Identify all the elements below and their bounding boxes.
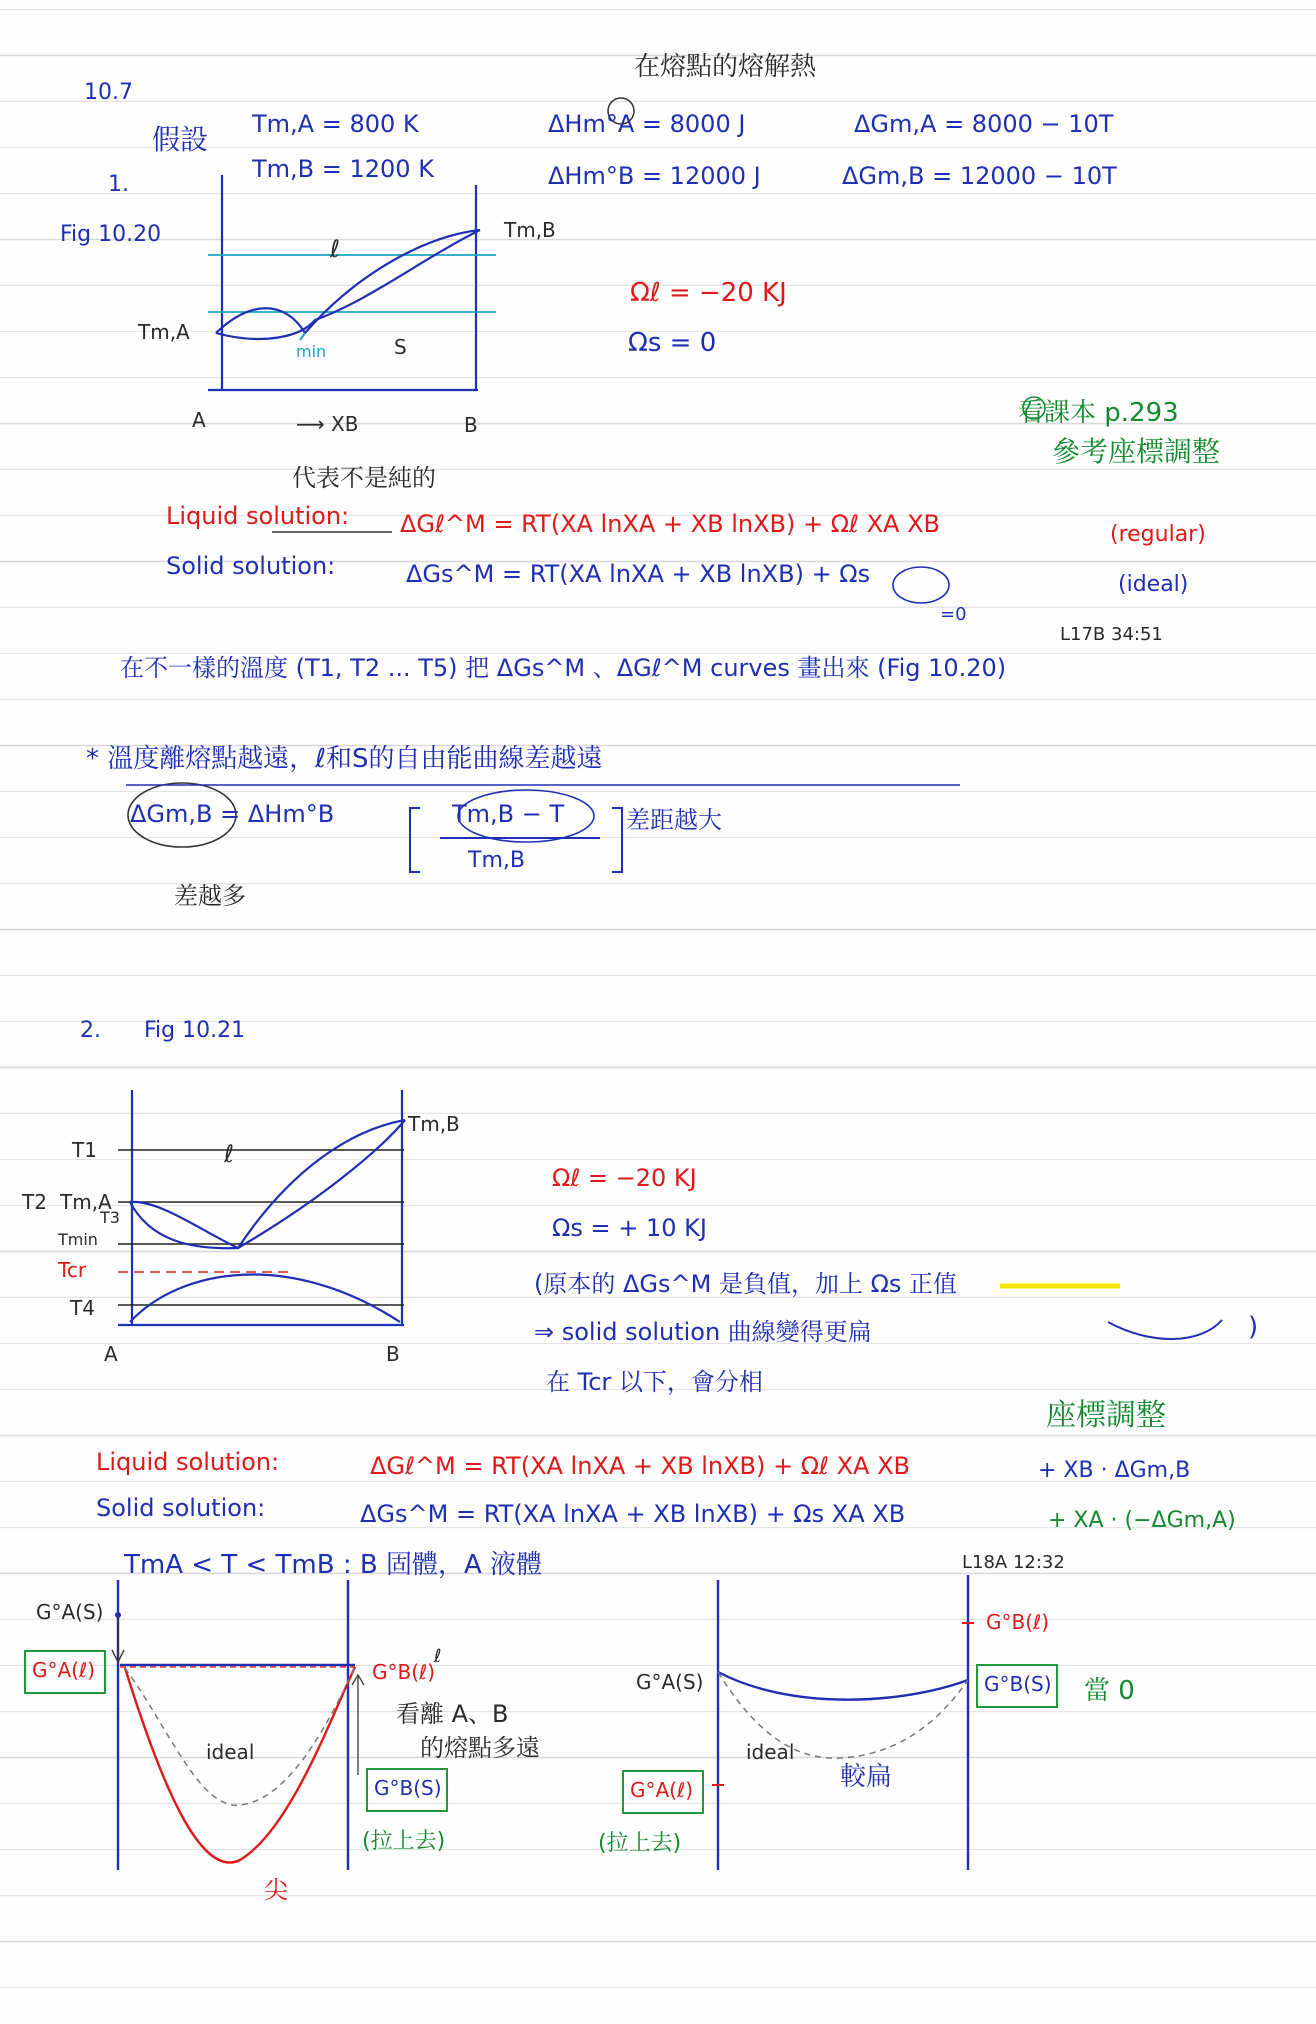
left-gal-box (24, 1650, 106, 1694)
tmb-value: Tm,B = 1200 K (252, 155, 434, 183)
part2-coord: 座標調整 (1046, 1398, 1166, 1433)
diag2-tcr: Tcr (58, 1258, 87, 1282)
textbook-note: 看課本 p.293 (1018, 398, 1179, 428)
p2-solid-label: Solid solution: (96, 1494, 266, 1522)
part2-split: 在 Tcr 以下，會分相 (546, 1368, 763, 1396)
diag2-t3: T3 (100, 1208, 120, 1227)
p1-frac-den: Tm,B (468, 848, 525, 873)
diag1-tma: Tm,A (138, 320, 190, 344)
p2-range: TmA < T < TmB : B 固體，A 液體 (124, 1550, 542, 1580)
part1-omega-s: Ωs = 0 (628, 328, 717, 358)
p1-line1: 在不一樣的溫度 (T1, T2 ... T5) 把 ΔGs^M 、ΔGℓ^M curves 畫出來 (Fig 10.20) (120, 654, 1007, 682)
p2-liquid-eq: ΔGℓ^M = RT(XA lnXA + XB lnXB) + Ωℓ XA XB (370, 1452, 910, 1480)
textbook-note-2: 參考座標調整 (1052, 435, 1221, 468)
right-gas: G°A(S) (636, 1670, 704, 1694)
p1-eq0: =0 (940, 604, 967, 625)
right-gbl: G°B(ℓ) (986, 1610, 1050, 1634)
diag2-b: B (386, 1342, 400, 1366)
part2-omega-s: Ωs = + 10 KJ (552, 1214, 707, 1242)
part2-close-paren: ) (1248, 1312, 1259, 1342)
diag2-t2: T2 (22, 1190, 47, 1214)
part1-number: 1. (108, 172, 129, 197)
right-gal-box (622, 1770, 704, 1814)
dhma-value: ΔHm°A = 8000 J (548, 110, 746, 138)
diag2-tma: Tm,A (60, 1190, 112, 1214)
diag2-tmb: Tm,B (408, 1112, 460, 1136)
dgma-value: ΔGm,A = 8000 − 10T (854, 110, 1114, 138)
part1-omega-l: Ωℓ = −20 KJ (630, 278, 787, 308)
diag2-l: ℓ (224, 1140, 234, 1168)
left-sharp: 尖 (264, 1876, 288, 1904)
part2-fig: Fig 10.21 (144, 1018, 246, 1043)
left-pull: (拉上去) (362, 1829, 446, 1854)
diag1-a: A (192, 408, 206, 432)
p2-liquid-add: + XB · ΔGm,B (1038, 1458, 1191, 1483)
dgmb-value: ΔGm,B = 12000 − 10T (842, 162, 1117, 190)
p1-diff: 差越多 (174, 882, 246, 910)
p1-line2: * 溫度離熔點越遠，ℓ和S的自由能曲線差越遠 (86, 744, 603, 774)
right-pull: (拉上去) (598, 1831, 682, 1856)
right-flat: 較扁 (840, 1762, 893, 1792)
section-number: 10.7 (84, 80, 133, 105)
heat-title: 在熔點的熔解熱 (634, 52, 817, 82)
p2-solid-add: + XA · (−ΔGm,A) (1048, 1508, 1236, 1533)
diag1-min: min (296, 342, 327, 361)
left-gbs-box (366, 1768, 448, 1812)
right-gbs-box (976, 1664, 1058, 1708)
p1-solid-label: Solid solution: (166, 552, 336, 580)
p1-gap: 差距越大 (626, 806, 722, 834)
right-gal: G°A(ℓ) (630, 1778, 694, 1802)
tma-value: Tm,A = 800 K (252, 110, 419, 138)
part2-flatter: ⇒ solid solution 曲線變得更扁 (534, 1318, 872, 1346)
dhmb-value: ΔHm°B = 12000 J (548, 162, 761, 190)
part2-number: 2. (80, 1018, 101, 1043)
p2-timestamp: L18A 12:32 (962, 1552, 1065, 1573)
right-as0: 當 0 (1084, 1676, 1135, 1706)
right-free-energy-diagram (712, 1575, 974, 1870)
p1-solid-eq: ΔGs^M = RT(XA lnXA + XB lnXB) + Ωs (406, 560, 871, 588)
diag1-s: S (394, 335, 407, 359)
diag1-tmb: Tm,B (504, 218, 556, 242)
fig-10-20-diagram (208, 175, 496, 390)
p1-frac-num: Tm,B − T (452, 800, 565, 828)
diag1-xb: ⟶ XB (296, 412, 359, 436)
left-gal: G°A(ℓ) (32, 1658, 96, 1682)
p1-liquid-label: Liquid solution: (166, 502, 350, 530)
right-gbs: G°B(S) (984, 1672, 1052, 1696)
fig-10-21-diagram (118, 1090, 405, 1325)
diag2-a: A (104, 1342, 118, 1366)
left-gbl: G°B(ℓ) (372, 1660, 436, 1684)
diag1-l: ℓ (330, 235, 340, 263)
p1-regular: (regular) (1110, 522, 1206, 547)
diag2-tmin: Tmin (58, 1230, 98, 1249)
p2-solid-eq: ΔGs^M = RT(XA lnXA + XB lnXB) + Ωs XA XB (360, 1500, 906, 1528)
p2-liquid-label: Liquid solution: (96, 1448, 280, 1476)
right-ideal: ideal (746, 1740, 795, 1764)
left-l: ℓ (434, 1646, 442, 1667)
left-dist1: 看離 A、B (396, 1700, 509, 1728)
left-gas: G°A(S) (36, 1600, 104, 1624)
part2-orig: (原本的 ΔGs^M 是負值，加上 Ωs 正值 (534, 1270, 958, 1298)
p1-ideal: (ideal) (1118, 572, 1189, 597)
diag2-t4: T4 (70, 1296, 95, 1320)
left-gbs: G°B(S) (374, 1776, 442, 1800)
diag1-b: B (464, 413, 478, 437)
left-free-energy-diagram (112, 1580, 364, 1870)
not-pure-note: 代表不是純的 (292, 464, 436, 492)
diag2-t1: T1 (72, 1138, 97, 1162)
assume-label: 假設 (152, 123, 209, 156)
left-dist2: 的熔點多遠 (420, 1734, 540, 1762)
part2-omega-l: Ωℓ = −20 KJ (552, 1164, 697, 1192)
left-ideal: ideal (206, 1740, 255, 1764)
p1-timestamp: L17B 34:51 (1060, 624, 1163, 645)
p1-liquid-eq: ΔGℓ^M = RT(XA lnXA + XB lnXB) + Ωℓ XA XB (400, 510, 940, 538)
p1-dgmb-lhs: ΔGm,B = ΔHm°B (130, 800, 335, 828)
part1-fig: Fig 10.20 (60, 222, 162, 247)
